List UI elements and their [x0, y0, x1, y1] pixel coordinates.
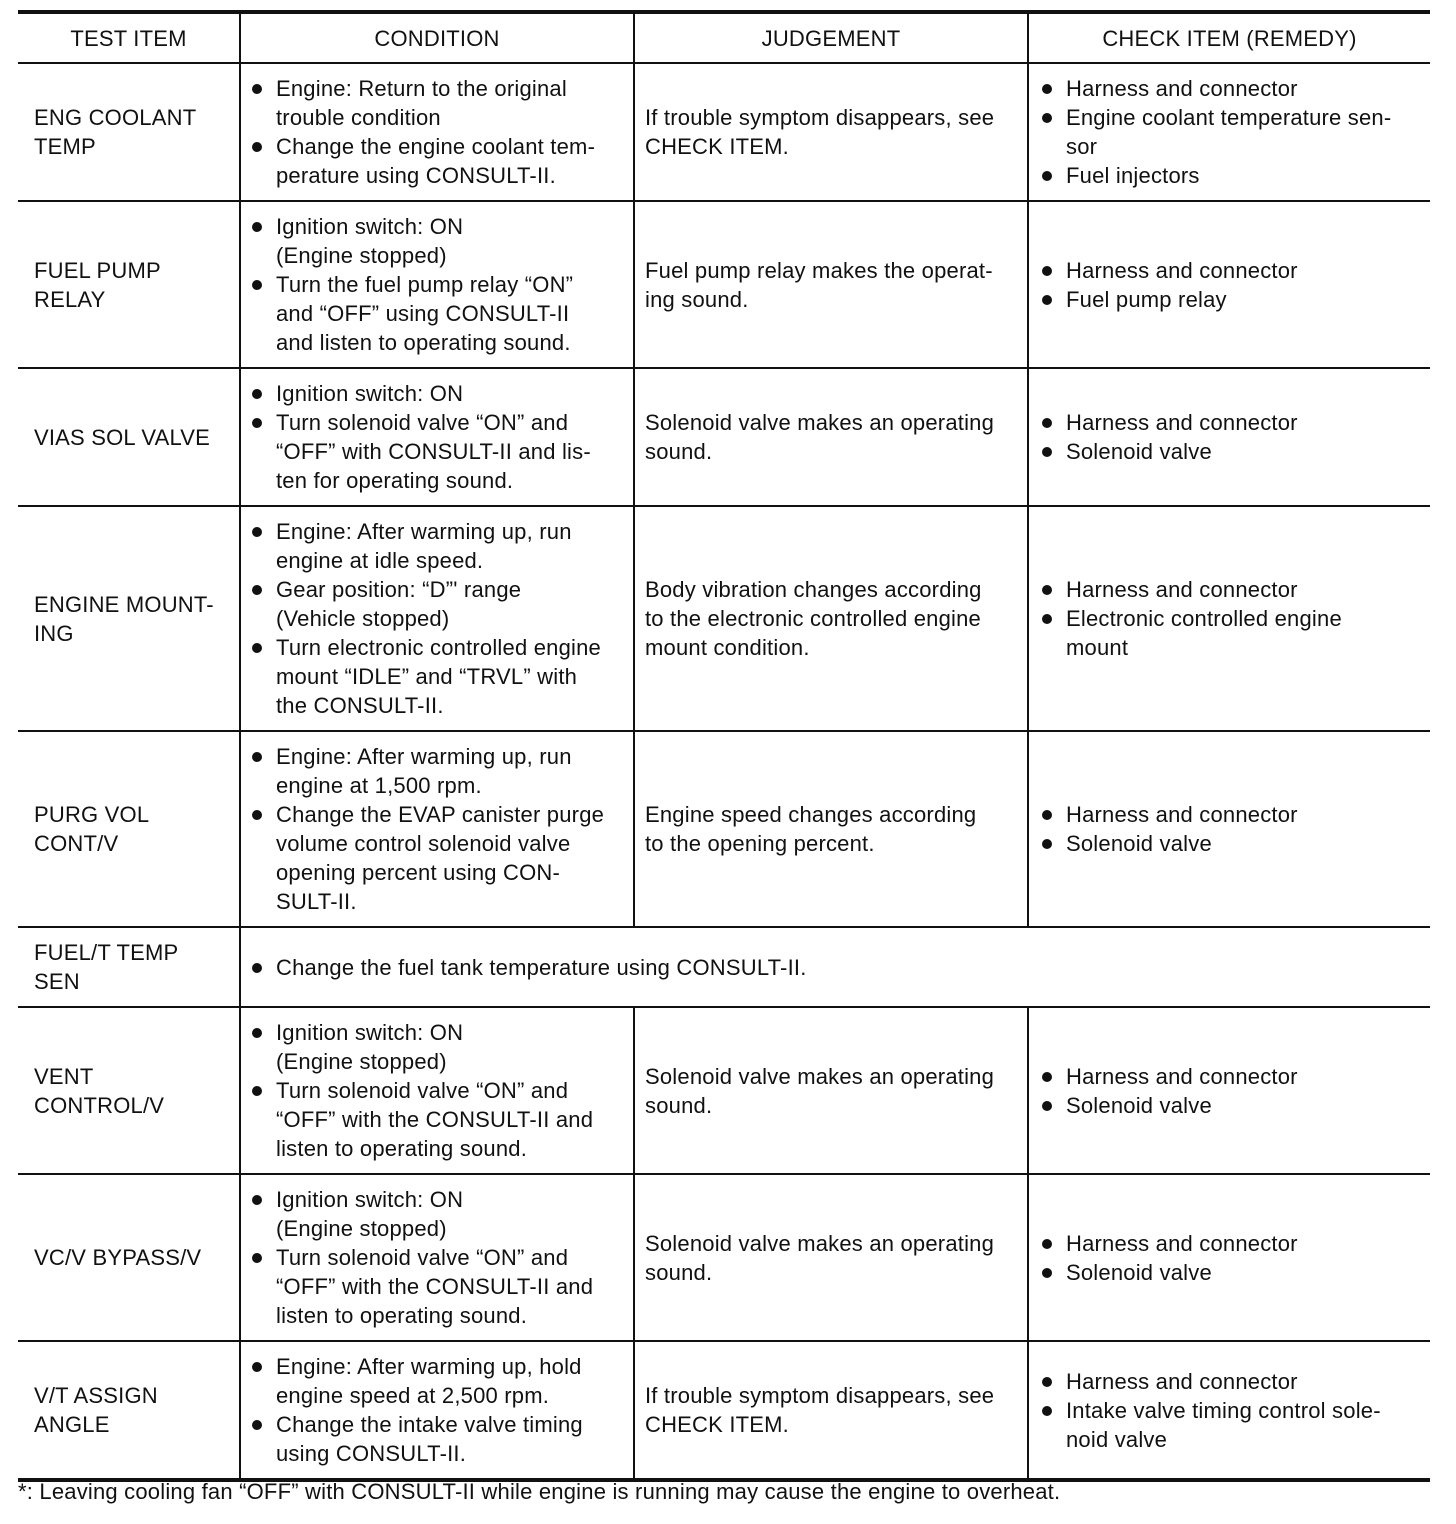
table-row	[18, 1341, 1430, 1480]
condition-cell	[240, 368, 634, 506]
bullet-item	[1039, 285, 1422, 314]
test-table-container	[18, 10, 1430, 1482]
bullet-item	[249, 1185, 625, 1243]
text-line: Fuel pump relay makes the operat-	[645, 257, 993, 283]
text-line: V/T ASSIGN	[34, 1383, 158, 1408]
active-test-table	[18, 10, 1430, 1482]
bullet-item	[249, 408, 625, 495]
table-row	[18, 1174, 1430, 1341]
bullet-item	[249, 517, 625, 575]
bullet-item	[249, 212, 625, 270]
text-line: Harness and connector	[1066, 577, 1298, 602]
condition-cell	[240, 506, 634, 731]
test-item-cell	[18, 1007, 240, 1174]
check-item-cell	[1028, 63, 1430, 201]
bullet-item	[1039, 575, 1422, 604]
bullet-item	[1039, 161, 1422, 190]
condition-cell	[240, 201, 634, 368]
text-line: Turn solenoid valve “ON” and	[276, 410, 569, 435]
text-line: engine speed at 2,500 rpm.	[276, 1383, 550, 1408]
text-line: Change the engine coolant tem-	[276, 134, 596, 159]
bullet-item	[1039, 103, 1422, 161]
text-line: Harness and connector	[1066, 76, 1298, 101]
bullet-item	[1039, 1258, 1422, 1287]
text-line: Ignition switch: ON	[276, 381, 464, 406]
bullet-item	[249, 575, 625, 633]
text-line: Solenoid valve	[1066, 439, 1212, 464]
header-check-item: CHECK ITEM (REMEDY)	[1028, 12, 1430, 63]
text-line: VENT	[34, 1063, 94, 1089]
table-row	[18, 506, 1430, 731]
text-line: “OFF” with CONSULT-II and lis-	[276, 439, 591, 464]
judgement-cell	[634, 63, 1028, 201]
text-line: sound.	[645, 1092, 713, 1118]
text-line: Ignition switch: ON	[276, 1187, 464, 1212]
text-line: (Engine stopped)	[276, 243, 447, 268]
test-item-cell	[18, 927, 240, 1007]
bullet-item	[1039, 1062, 1422, 1091]
text-line: Fuel pump relay	[1066, 286, 1227, 312]
text-line: VIAS SOL VALVE	[34, 424, 211, 450]
text-line: opening percent using CON-	[276, 860, 561, 885]
text-line: Engine: After warming up, hold	[276, 1354, 582, 1379]
bullet-item	[1039, 1091, 1422, 1120]
text-line: mount condition.	[645, 635, 810, 660]
judgement-cell	[634, 1341, 1028, 1480]
bullet-item	[1039, 1229, 1422, 1258]
bullet-item	[249, 1352, 625, 1410]
text-line: and listen to operating sound.	[276, 330, 571, 355]
check-item-cell	[1028, 1174, 1430, 1341]
text-line: and “OFF” using CONSULT-II	[276, 301, 570, 326]
bullet-list	[1039, 1367, 1422, 1454]
text-line: SULT-II.	[276, 889, 357, 914]
text-line: Engine: After warming up, run	[276, 519, 572, 544]
text-line: noid valve	[1066, 1426, 1168, 1452]
bullet-item	[1039, 800, 1422, 829]
text-line: Electronic controlled engine	[1066, 606, 1342, 631]
bullet-item	[1039, 1367, 1422, 1396]
text-line: “OFF” with the CONSULT-II and	[276, 1107, 594, 1132]
text-line: “OFF” with the CONSULT-II and	[276, 1274, 594, 1299]
text-line: If trouble symptom disappears, see	[645, 105, 995, 130]
text-line: ENG COOLANT	[34, 105, 197, 130]
bullet-list	[249, 517, 625, 720]
table-row	[18, 731, 1430, 927]
text-line: Solenoid valve	[1066, 1092, 1212, 1118]
bullet-item	[249, 1018, 625, 1076]
text-line: SEN	[34, 969, 80, 994]
text-line: Fuel injectors	[1066, 163, 1200, 188]
text-line: Turn solenoid valve “ON” and	[276, 1078, 569, 1103]
text-line: Solenoid valve makes an operating	[645, 410, 995, 435]
check-item-cell	[1028, 731, 1430, 927]
text-line: Harness and connector	[1066, 410, 1298, 435]
bullet-item	[1039, 437, 1422, 466]
judgement-cell	[634, 506, 1028, 731]
text-line: perature using CONSULT-II.	[276, 163, 556, 188]
text-line: Change the fuel tank temperature using CONSULT-II.	[276, 954, 807, 980]
text-line: Engine coolant temperature sen-	[1066, 105, 1392, 130]
bullet-list	[249, 953, 1422, 982]
bullet-item	[1039, 829, 1422, 858]
text-line: Solenoid valve makes an operating	[645, 1063, 995, 1089]
bullet-item	[1039, 74, 1422, 103]
text-line: Solenoid valve makes an operating	[645, 1230, 995, 1256]
text-line: engine at 1,500 rpm.	[276, 773, 482, 798]
text-line: ten for operating sound.	[276, 468, 514, 493]
text-line: Engine: After warming up, run	[276, 744, 572, 769]
judgement-cell	[634, 731, 1028, 927]
test-item-cell	[18, 201, 240, 368]
text-line: Body vibration changes according	[645, 577, 982, 602]
bullet-item	[1039, 256, 1422, 285]
text-line: Turn the fuel pump relay “ON”	[276, 272, 574, 297]
bullet-list	[1039, 408, 1422, 466]
text-line: Harness and connector	[1066, 1230, 1298, 1256]
text-line: Ignition switch: ON	[276, 214, 464, 239]
table-row	[18, 1007, 1430, 1174]
judgement-cell	[634, 368, 1028, 506]
text-line: the CONSULT-II.	[276, 693, 444, 718]
text-line: FUEL PUMP	[34, 257, 161, 283]
check-item-cell	[1028, 1341, 1430, 1480]
bullet-item	[249, 1410, 625, 1468]
text-line: Ignition switch: ON	[276, 1020, 464, 1045]
text-line: Engine: Return to the original	[276, 76, 567, 101]
bullet-item	[249, 633, 625, 720]
text-line: using CONSULT-II.	[276, 1441, 467, 1466]
test-item-cell	[18, 1341, 240, 1480]
text-line: listen to operating sound.	[276, 1303, 528, 1328]
bullet-item	[249, 270, 625, 357]
text-line: Harness and connector	[1066, 802, 1298, 827]
bullet-list	[249, 1352, 625, 1468]
text-line: CHECK ITEM.	[645, 1412, 789, 1437]
table-row	[18, 368, 1430, 506]
bullet-item	[249, 74, 625, 132]
test-item-cell	[18, 1174, 240, 1341]
text-line: (Engine stopped)	[276, 1216, 447, 1241]
text-line: Engine speed changes according	[645, 802, 977, 827]
table-row	[18, 927, 1430, 1007]
bullet-item	[1039, 604, 1422, 662]
bullet-item	[249, 132, 625, 190]
condition-cell	[240, 731, 634, 927]
bullet-list	[249, 379, 625, 495]
condition-cell	[240, 927, 1430, 1007]
bullet-list	[1039, 1229, 1422, 1287]
text-line: RELAY	[34, 286, 106, 312]
bullet-list	[1039, 1062, 1422, 1120]
text-line: trouble condition	[276, 105, 441, 130]
bullet-item	[249, 1076, 625, 1163]
condition-cell	[240, 1341, 634, 1480]
judgement-cell	[634, 1174, 1028, 1341]
text-line: ING	[34, 620, 74, 646]
bullet-list	[249, 1185, 625, 1330]
check-item-cell	[1028, 368, 1430, 506]
text-line: PURG VOL	[34, 802, 150, 827]
text-line: (Vehicle stopped)	[276, 606, 450, 631]
text-line: FUEL/T TEMP	[34, 940, 179, 965]
bullet-item	[1039, 408, 1422, 437]
header-judgement: JUDGEMENT	[634, 12, 1028, 63]
text-line: Turn electronic controlled engine	[276, 635, 601, 660]
text-line: (Engine stopped)	[276, 1049, 447, 1074]
bullet-item	[249, 953, 1422, 982]
text-line: Change the EVAP canister purge	[276, 802, 605, 827]
text-line: sound.	[645, 439, 713, 464]
text-line: engine at idle speed.	[276, 548, 484, 573]
footnote: *: Leaving cooling fan “OFF” with CONSULT-II while engine is running may cause the engine to overheat.	[18, 1479, 1061, 1504]
bullet-item	[249, 742, 625, 800]
text-line: ANGLE	[34, 1412, 110, 1437]
bullet-list	[1039, 74, 1422, 190]
bullet-list	[1039, 575, 1422, 662]
bullet-list	[1039, 256, 1422, 314]
text-line: Solenoid valve	[1066, 831, 1212, 856]
text-line: CONT/V	[34, 831, 119, 856]
text-line: CHECK ITEM.	[645, 134, 789, 159]
check-item-cell	[1028, 201, 1430, 368]
check-item-cell	[1028, 506, 1430, 731]
test-item-cell	[18, 506, 240, 731]
header-test-item: TEST ITEM	[18, 12, 240, 63]
bullet-item	[249, 800, 625, 916]
text-line: ENGINE MOUNT-	[34, 591, 214, 617]
text-line: Intake valve timing control sole-	[1066, 1397, 1381, 1423]
table-row	[18, 63, 1430, 201]
bullet-list	[249, 742, 625, 916]
bullet-list	[249, 74, 625, 190]
text-line: Harness and connector	[1066, 1368, 1298, 1394]
bullet-list	[249, 1018, 625, 1163]
condition-cell	[240, 1174, 634, 1341]
text-line: Harness and connector	[1066, 257, 1298, 283]
text-line: CONTROL/V	[34, 1092, 165, 1118]
text-line: Change the intake valve timing	[276, 1412, 583, 1437]
text-line: VC/V BYPASS/V	[34, 1245, 202, 1270]
bullet-list	[1039, 800, 1422, 858]
judgement-cell	[634, 201, 1028, 368]
text-line: Gear position: “D”' range	[276, 577, 522, 602]
text-line: mount	[1066, 635, 1129, 660]
text-line: Harness and connector	[1066, 1063, 1298, 1089]
judgement-cell	[634, 1007, 1028, 1174]
text-line: to the opening percent.	[645, 831, 875, 856]
test-item-cell	[18, 368, 240, 506]
condition-cell	[240, 1007, 634, 1174]
text-line: TEMP	[34, 134, 96, 159]
text-line: sound.	[645, 1259, 713, 1285]
text-line: Turn solenoid valve “ON” and	[276, 1245, 569, 1270]
table-header-row	[18, 12, 1430, 63]
table-row	[18, 201, 1430, 368]
header-condition: CONDITION	[240, 12, 634, 63]
table-body	[18, 63, 1430, 1480]
check-item-cell	[1028, 1007, 1430, 1174]
bullet-item	[249, 379, 625, 408]
text-line: ing sound.	[645, 286, 749, 312]
text-line: listen to operating sound.	[276, 1136, 528, 1161]
test-item-cell	[18, 63, 240, 201]
bullet-item	[1039, 1396, 1422, 1454]
condition-cell	[240, 63, 634, 201]
text-line: to the electronic controlled engine	[645, 606, 981, 631]
text-line: sor	[1066, 134, 1098, 159]
bullet-item	[249, 1243, 625, 1330]
text-line: Solenoid valve	[1066, 1259, 1212, 1285]
text-line: If trouble symptom disappears, see	[645, 1383, 995, 1408]
test-item-cell	[18, 731, 240, 927]
text-line: volume control solenoid valve	[276, 831, 571, 856]
text-line: mount “IDLE” and “TRVL” with	[276, 664, 578, 689]
bullet-list	[249, 212, 625, 357]
